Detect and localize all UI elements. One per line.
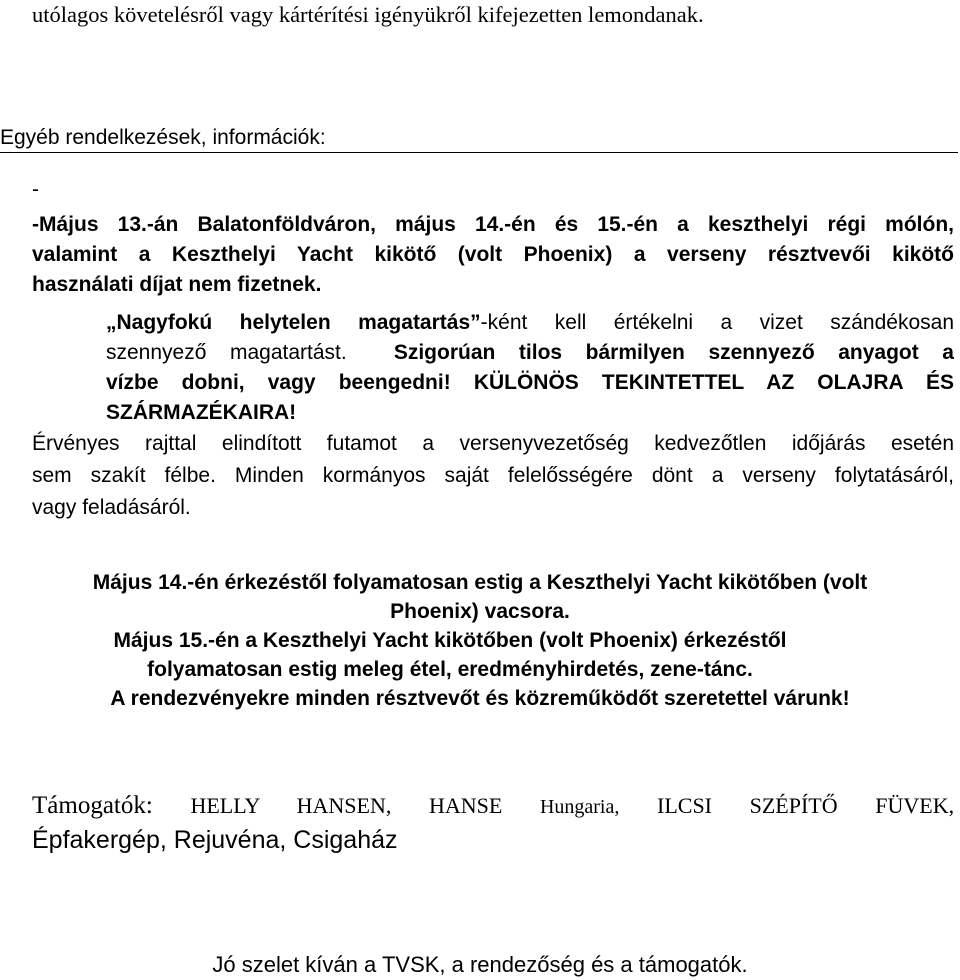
sponsor-hungaria: Hungaria, [539, 796, 620, 818]
continued-text-line: utólagos követelésről vagy kártérítési igényükről kifejezetten lemondanak. [32, 2, 704, 27]
berth-fee-line-2: valamint a Keszthelyi Yacht kikötő (volt Phoenix) a verseny résztvevői kikötő [32, 243, 954, 266]
empty-bullet-dash: - [32, 178, 39, 201]
misconduct-quote: „Nagyfokú helytelen magatartás” [106, 311, 481, 334]
race-paragraph [32, 428, 954, 524]
sponsor-helly-hansen: HELLY HANSEN, [190, 793, 392, 818]
events-line-1: Május 14.-én érkezéstől folyamatosan estig a Keszthelyi Yacht kikötőben (volt [92, 571, 868, 594]
pollution-line-4: SZÁRMAZÉKAIRA! [106, 401, 297, 424]
sponsor-ilcsi: ILCSI [657, 793, 712, 818]
section-heading: Egyéb rendelkezések, információk: [0, 126, 958, 153]
events-line-2: Phoenix) vacsora. [390, 600, 570, 623]
berth-fee-line-3: használati díjat nem fizetnek. [32, 273, 322, 296]
pollution-paragraph [106, 308, 954, 428]
sponsor-szepito: SZÉPÍTŐ [749, 793, 838, 818]
berth-fee-paragraph [32, 210, 954, 300]
sponsors-line-2: Épfakergép, Rejuvéna, Csigaház [32, 826, 398, 854]
events-line-3: Május 15.-én a Keszthelyi Yacht kikötőben (volt Phoenix) érkezéstől [113, 629, 787, 652]
closing-line: Jó szelet kíván a TVSK, a rendezőség és a támogatók. [212, 952, 748, 977]
misconduct-rest: -ként kell értékelni a vizet szándékosan [480, 311, 954, 334]
sponsors-line-1 [32, 792, 954, 820]
pollution-line-2-bold: Szigorúan tilos bármilyen szennyező anyagot a [393, 341, 954, 364]
events-line-4: folyamatosan estig meleg étel, eredményhirdetés, zene-tánc. [147, 658, 753, 681]
sponsor-fuvek: FÜVEK, [875, 793, 955, 818]
pollution-line-1 [106, 308, 954, 338]
race-line-2: sem szakít félbe. Minden kormányos saját felelősségére dönt a verseny folytatásáról, [32, 464, 954, 487]
pollution-line-3: vízbe dobni, vagy beengedni! KÜLÖNÖS TEKINTETTEL AZ OLAJRA ÉS [106, 371, 954, 394]
events-paragraph [0, 568, 960, 713]
berth-fee-line-1: -Május 13.-án Balatonföldváron, május 14.-én és 15.-én a keszthelyi régi mólón, [32, 213, 954, 236]
pollution-line-2-normal: szennyező magatartást. [106, 341, 371, 364]
race-line-1: Érvényes rajttal elindított futamot a versenyvezetőség kedvezőtlen időjárás esetén [32, 432, 954, 455]
pollution-line-2 [106, 338, 954, 368]
race-line-3: vagy feladásáról. [32, 496, 191, 519]
events-line-5: A rendezvényekre minden résztvevőt és közreműködőt szeretettel várunk! [110, 687, 850, 710]
sponsors-label: Támogatók: [32, 792, 153, 819]
sponsor-hanse: HANSE [428, 793, 503, 818]
